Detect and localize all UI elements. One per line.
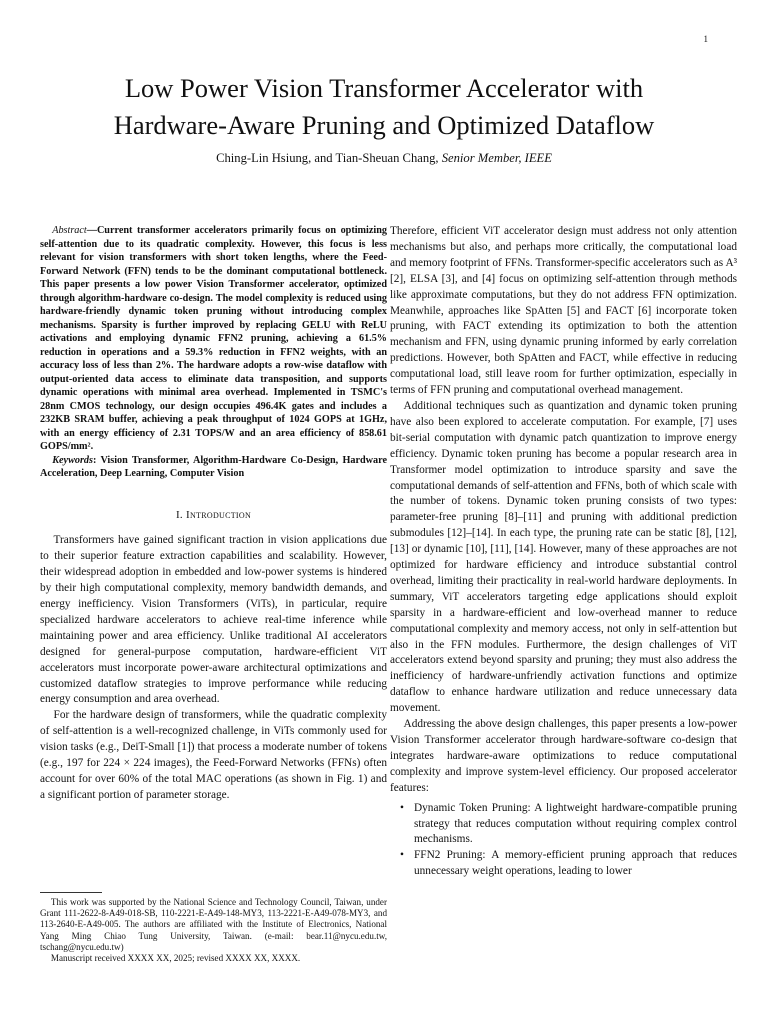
body-paragraph: Transformers have gained significant traction in vision applications due to their superior feature extraction capabilities and scalability. However, their widespread adoption in embedded and low-power systems is hindered by their high computational complexity, memory bandwidth demands, and energy inefficiency. Vision Transformers (ViTs), in particular, require specialized hardware accelerators to achieve real-time inference while maintaining power and area efficiency. Unlike traditional AI accelerators designed for general-purpose computation, hardware-efficient ViT accelerators must incorporate power-aware architectural optimizations and customized dataflow strategies to improve performance while reducing energy consumption and area overhead.: [40, 534, 387, 706]
feature-item: • Dynamic Token Pruning: A lightweight hardware-compatible pruning strategy that reduces computation without requiring complex control mechanisms.: [414, 801, 737, 849]
author-names: Ching-Lin Hsiung, and Tian-Sheuan Chang,: [216, 151, 442, 165]
footnote-manuscript: Manuscript received XXXX XX, 2025; revised XXXX XX, XXXX.: [50, 953, 301, 964]
body-paragraph: For the hardware design of transformers, while the quadratic complexity of self-attention is a well-recognized challenge, in ViTs commonly used for vision tasks (e.g., DeiT-Small [1]) that process a moderate number of tokens (e.g., 197 for 224 × 224 images), the Feed-Forward Networks (FFNs) often account for over 60% of the total MAC operations (as shown in Fig. 1) and a significant portion of parameter storage.: [40, 709, 387, 801]
abstract: [40, 224, 387, 454]
keywords-lead: Keywords: [52, 454, 93, 466]
index-terms: [40, 454, 387, 481]
paper-title: [40, 70, 728, 144]
section-title: Introduction: [186, 508, 252, 521]
page-number: 1: [703, 34, 708, 44]
feature-item: • FFN2 Pruning: A memory-efficient pruning approach that reduces unnecessary weight operations, leading to lower: [414, 848, 737, 880]
body-paragraph: Addressing the above design challenges, this paper presents a low-power Vision Transformer accelerator through hardware-software co-design that integrates hardware-aware optimizations to reduce computational complexity and improve system-level efficiency. Our proposed accelerator features:: [390, 718, 737, 794]
body-paragraph: Additional techniques such as quantization and dynamic token pruning have also been explored to accelerate computation. For example, [7] uses bit-serial computation with dynamic patch quantization to improve energy efficiency. Dynamic token pruning has become a popular research area in Transformer model optimization to introduce sparsity and save the computational demands of self-attention and FFNs, both of which scale with the number of tokens. Dynamic token pruning consists of two types: parameter-free pruning [8]–[11] and pruning with additional prediction submodules [12]–[14]. In each type, the pruning rate can be static [8], [12], [13] or dynamic [10], [11], [14]. However, many of these approaches are not optimized for hardware efficiency and introduce substantial control overhead, limiting their practicality in real-world hardware deployments. In summary, ViT accelerators targeting edge applications should exploit sparsity in a hardware-efficient and low-overhead manner to reduce computational complexity and memory access, not only in self-attention but also in the FFN modules. Furthermore, the design challenges of ViT accelerators extend beyond sparsity and pruning; they must also address the inefficiency of hardware-unfriendly activation functions and optimize dataflow to enhance hardware utilization and reduce unnecessary data movement.: [390, 399, 737, 715]
footnote-divider: [40, 892, 102, 893]
feature-list: [390, 801, 737, 881]
left-column: [40, 224, 387, 804]
section-number: I.: [175, 508, 187, 521]
paper-title-line-1: Low Power Vision Transformer Accelerator with: [124, 73, 644, 103]
footnote-funding: This work was supported by the National Science and Technology Council, Taiwan, under Grant 111-2622-8-A49-018-SB, 110-2221-E-A49-148-MY3, 113-2221-E-A49-078-MY3, and 113-2640-E-A49-005. The authors are affiliated with the Institute of Electronics, National Yang Ming Chiao Tung University, Taiwan. (e-mail: bear.11@nycu.edu.tw, tschang@nycu.edu.tw): [40, 897, 387, 952]
author-membership: Senior Member, IEEE: [441, 151, 552, 165]
footnote: [40, 897, 387, 964]
abstract-body: —Current transformer accelerators primarily focus on optimizing self-attention due to its quadratic complexity. However, this focus is less relevant for vision transformers with short token lengths, where the Feed-Forward Network (FFN) tends to be the dominant computational bottleneck. This paper presents a low power Vision Transformer accelerator, optimized through algorithm-hardware co-design. The model complexity is reduced using hardware-friendly dynamic token pruning without introducing complex mechanisms. Sparsity is further improved by replacing GELU with ReLU activations and employing dynamic FFN2 pruning, achieving a 61.5% reduction in operations and a 59.3% reduction in FFN2 weights, with an accuracy loss of less than 2%. The hardware adopts a row-wise dataflow with output-oriented data access to eliminate data transposition, and supports dynamic operations with minimal area overhead. Implemented in TSMC's 28nm CMOS technology, our design occupies 496.4K gates and includes a 232KB SRAM buffer, achieving a peak throughput of 1024 GOPS at 1GHz, with an energy efficiency of 2.31 TOPS/W and an area efficiency of 858.61 GOPS/mm².: [40, 225, 387, 452]
paper-title-line-2: Hardware-Aware Pruning and Optimized Dataflow: [113, 110, 655, 140]
section-heading-introduction: [40, 508, 387, 524]
keywords-body: : Vision Transformer, Algorithm-Hardware Co-Design, Hardware Acceleration, Deep Learning, Computer Vision: [40, 454, 387, 479]
body-paragraph: Therefore, efficient ViT accelerator design must address not only attention mechanisms but also, and perhaps more critically, the computational load and memory footprint of FFNs. Transformer-specific accelerators such as A³ [2], ELSA [3], and [4] focus on optimizing self-attention through methods like approximate computations, but they do not address FFN optimization. Meanwhile, approaches like SpAtten [5] and FACT [6] incorporate token pruning, with FACT extending its optimization to both the attention mechanism and FFN, using dynamic pruning informed by early correlation predictions. However, both SpAtten and FACT, while effective in reducing computational load, still leave room for further optimization, especially in terms of FFN pruning and computational overhead management.: [390, 225, 737, 397]
author-line: [40, 151, 728, 166]
right-column: [390, 224, 737, 880]
abstract-lead: Abstract: [52, 225, 87, 236]
